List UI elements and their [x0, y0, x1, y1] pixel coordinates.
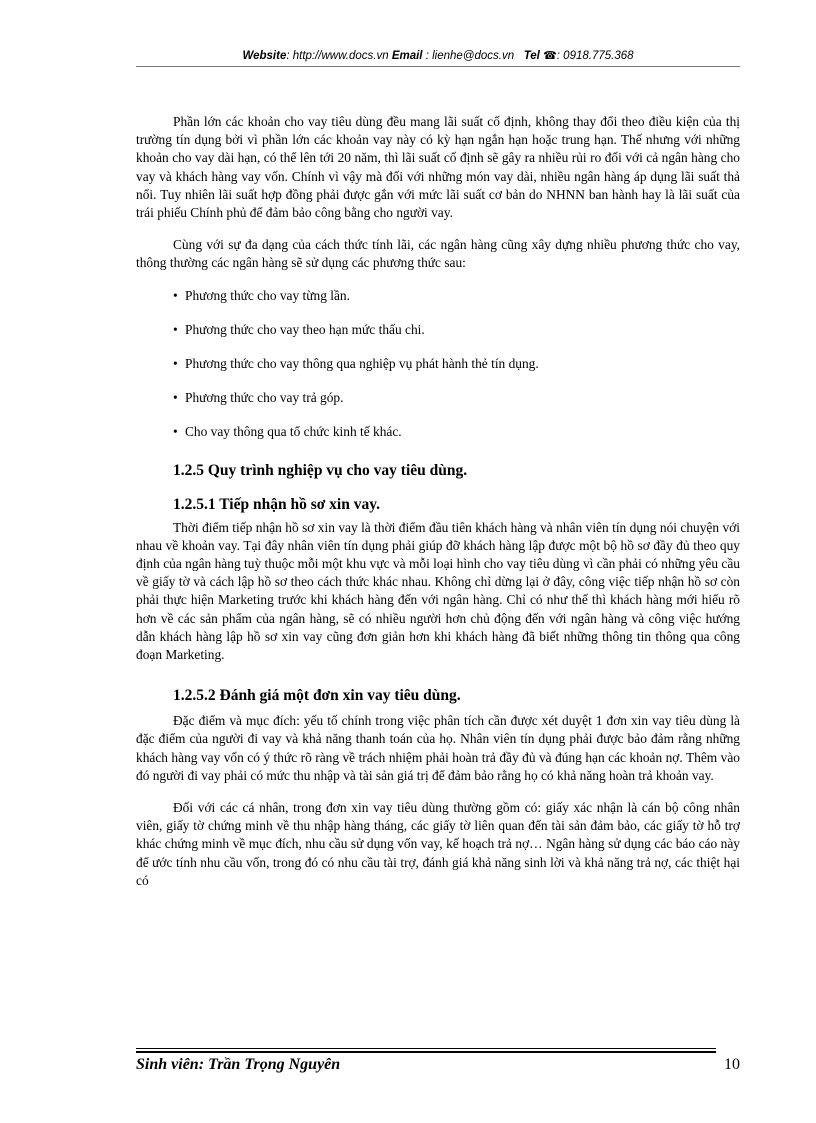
- paragraph-characteristics: Đặc điểm và mục đích: yếu tố chính trong việc phân tích cần được xét duyệt 1 đơn xin vay tiêu dùng là đặc điểm của người đi vay và khả năng thanh toán của họ. Nhân viên tín dụng phải được bảo đảm rằng những khách hàng vay vốn có ý thức rõ ràng về trách nhiệm phải hoàn trả đầy đủ và đúng hạn các khoản nợ. Thêm vào đó người đi vay phải có mức thu nhập và tài sản giá trị để đảm bảo rằng họ có khả năng hoàn trả khoản vay.: [136, 713, 740, 783]
- paragraph-individual-documents: Đối với các cá nhân, trong đơn xin vay tiêu dùng thường gồm có: giấy xác nhận là cán bộ công nhân viên, giấy tờ chứng minh về thu nhập hàng tháng, các giấy tờ liên quan đến tài sản đảm bảo, các giấy tờ hỗ trợ khác chứng minh về mục đích, nhu cầu sử dụng vốn vay, kế hoạch trả nợ… Ngân hàng sử dụng các báo cáo này để ước tính nhu cầu vốn, trong đó có nhu cầu tài trợ, đánh giá khả năng sinh lời và khả năng trả nợ, các thiệt hại có: [136, 800, 740, 888]
- list-item: • Phương thức cho vay theo hạn mức thấu chi.: [173, 321, 425, 337]
- bullet-icon: •: [173, 321, 178, 337]
- bullet-icon: •: [173, 423, 178, 439]
- subsection-heading-1-2-5-1: 1.2.5.1 Tiếp nhận hồ sơ xin vay.: [173, 495, 381, 513]
- email-label: Email: [391, 50, 423, 62]
- bullet-icon: •: [173, 389, 178, 405]
- list-item: • Phương thức cho vay từng lần.: [173, 287, 350, 303]
- header-divider: [136, 66, 740, 67]
- website-label: Website: [242, 50, 287, 62]
- page-number: 10: [724, 1056, 740, 1073]
- tel-number: : 0918.775.368: [556, 50, 634, 62]
- email-address: : lienhe@docs.vn: [422, 50, 515, 62]
- footer-divider-thin: [136, 1048, 716, 1049]
- footer-divider-thick: [136, 1051, 716, 1053]
- list-item: • Cho vay thông qua tổ chức kinh tế khác.: [173, 423, 402, 439]
- section-heading-1-2-5: 1.2.5 Quy trình nghiệp vụ cho vay tiêu dùng.: [173, 461, 468, 479]
- lending-methods-list: [136, 287, 740, 441]
- footer-student-name: Sinh viên: Trần Trọng Nguyên: [136, 1056, 341, 1073]
- page-content: [136, 113, 740, 904]
- paragraph-application-intake: Thời điểm tiếp nhận hồ sơ xin vay là thời điểm đầu tiên khách hàng và nhân viên tín dụng nói chuyện với nhau về khoản vay. Tại đây nhân viên tín dụng phải giúp đỡ khách hàng lập được một bộ hồ sơ đầy đủ theo quy định của ngân hàng tuỳ thuộc mỗi một khu vực và mỗi loại hình cho vay tiêu dùng vì cần phải có những yêu cầu về giấy tờ và cách lập hồ sơ theo cách thức khác nhau. Không chỉ dừng lại ở đây, công việc tiếp nhận hồ sơ còn phải thực hiện Marketing trước khi khách hàng đến với ngân hàng. Chỉ có như thế thì khách hàng mới hiểu rõ hơn về các sản phẩm của ngân hàng, sẽ có nhiều người hơn chủ động đến với ngân hàng và công việc hướng dẫn khách hàng lập hồ sơ xin vay cũng đơn giản hơn khi khách hàng đã biết những thông tin thông qua công đoạn Marketing.: [136, 519, 740, 663]
- list-item: • Phương thức cho vay trả góp.: [173, 389, 344, 405]
- bullet-icon: •: [173, 287, 178, 303]
- phone-icon: ☎: [543, 50, 557, 62]
- bullet-icon: •: [173, 355, 178, 371]
- tel-label: Tel: [523, 50, 540, 62]
- paragraph-lending-methods: Cùng với sự đa dạng của cách thức tính lãi, các ngân hàng cũng xây dựng nhiều phương thức cho vay, thông thường các ngân hàng sẽ sử dụng các phương thức sau:: [136, 237, 740, 271]
- subsection-heading-1-2-5-2: 1.2.5.2 Đánh giá một đơn xin vay tiêu dùng.: [173, 687, 461, 705]
- paragraph-interest-rates: Phần lớn các khoản cho vay tiêu dùng đều mang lãi suất cố định, không thay đổi theo điều kiện của thị trường tín dụng bởi vì phần lớn các khoản vay này có kỳ hạn ngắn hạn hoặc trung hạn. Thế nhưng với những khoản cho vay dài hạn, có thể lên tới 20 năm, thì lãi suất cố định sẽ gây ra nhiều rủi ro đối với cả ngân hàng cho vay và khách hàng vay vốn. Chính vì vậy mà đối với những món vay dài, nhiều ngân hàng áp dụng lãi suất thả nổi. Tuy nhiên lãi suất hợp đồng phải được gắn với mức lãi suất cơ bản do NHNN ban hành hay là lãi suất của trái phiếu Chính phủ để đảm bảo công bằng cho người vay.: [136, 114, 740, 221]
- page-header: [136, 46, 740, 66]
- website-url: : http://www.docs.vn: [286, 50, 389, 62]
- list-item: • Phương thức cho vay thông qua nghiệp vụ phát hành thẻ tín dụng.: [173, 355, 539, 371]
